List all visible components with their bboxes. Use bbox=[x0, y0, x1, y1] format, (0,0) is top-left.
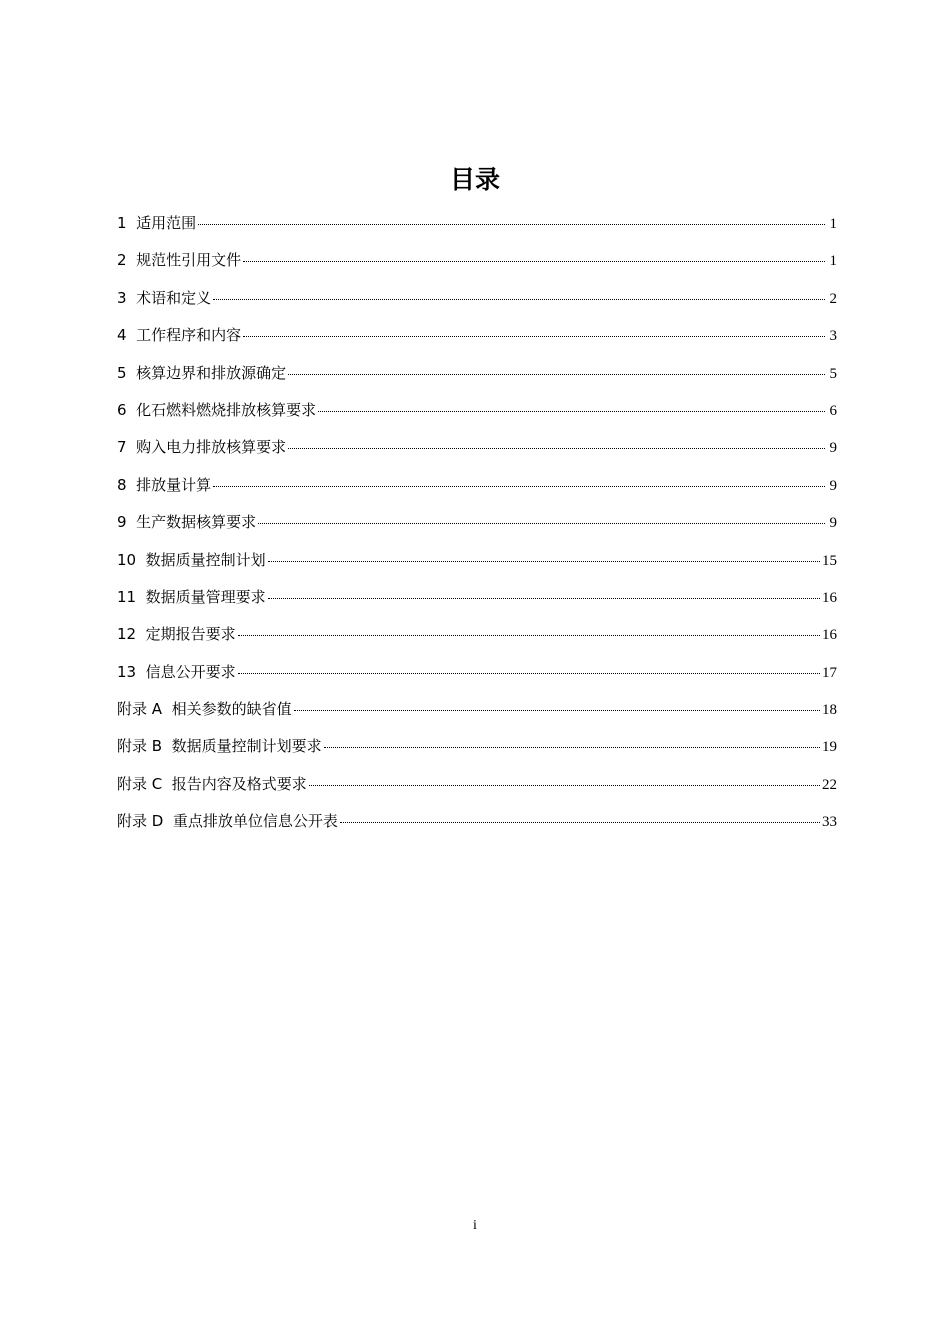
toc-dot-leader bbox=[309, 785, 820, 786]
toc-dot-leader bbox=[288, 374, 825, 375]
toc-entry[interactable] bbox=[117, 280, 837, 317]
toc-entry-label: 附录 A 相关参数的缺省值 bbox=[117, 700, 292, 719]
toc-entry[interactable] bbox=[117, 654, 837, 691]
toc-dot-leader bbox=[258, 523, 825, 524]
toc-dot-leader bbox=[213, 486, 825, 487]
page-title: 目录 bbox=[449, 165, 500, 194]
toc-dot-leader bbox=[268, 561, 820, 562]
toc-entry[interactable] bbox=[117, 691, 837, 728]
toc-entry-page: 2 bbox=[829, 290, 837, 307]
toc-entry[interactable] bbox=[117, 542, 837, 579]
toc-entry-label: 2 规范性引用文件 bbox=[117, 251, 242, 270]
toc-dot-leader bbox=[243, 336, 825, 337]
toc-entry[interactable] bbox=[117, 616, 837, 653]
toc-entry-label: 13 信息公开要求 bbox=[117, 662, 236, 681]
toc-entry-label: 1 适用范围 bbox=[117, 214, 197, 232]
toc-entry-label: 3 术语和定义 bbox=[117, 288, 212, 307]
toc-entry[interactable] bbox=[117, 504, 837, 541]
toc-dot-leader bbox=[340, 822, 820, 823]
toc-entry-page: 15 bbox=[822, 552, 837, 569]
toc-entry-page: 5 bbox=[829, 365, 837, 382]
toc-entry-label: 附录 B 数据质量控制计划要求 bbox=[117, 737, 322, 756]
toc-entry[interactable] bbox=[117, 429, 837, 466]
toc-entry-label: 10 数据质量控制计划 bbox=[117, 550, 266, 569]
toc-entry-label: 4 工作程序和内容 bbox=[117, 326, 242, 345]
toc-dot-leader bbox=[213, 299, 825, 300]
toc-dot-leader bbox=[324, 747, 820, 748]
toc-dot-leader bbox=[243, 261, 825, 262]
toc-entry-page: 9 bbox=[829, 477, 837, 494]
toc-entry-label: 11 数据质量管理要求 bbox=[117, 587, 266, 606]
toc-entry-label: 8 排放量计算 bbox=[117, 475, 212, 494]
toc-dot-leader bbox=[288, 448, 825, 449]
toc-entry-label: 7 购入电力排放核算要求 bbox=[117, 438, 287, 457]
toc-entry-page: 3 bbox=[829, 328, 837, 345]
toc-entry[interactable] bbox=[117, 392, 837, 429]
toc-entry-label: 9 生产数据核算要求 bbox=[117, 513, 257, 532]
toc-dot-leader bbox=[268, 598, 820, 599]
toc-entry[interactable] bbox=[117, 766, 837, 803]
toc-entry-page: 22 bbox=[822, 776, 837, 793]
toc-dot-leader bbox=[294, 710, 820, 711]
toc-entry[interactable] bbox=[117, 728, 837, 765]
page-number-footer: i bbox=[473, 1218, 477, 1233]
toc-dot-leader bbox=[198, 224, 825, 225]
toc-dot-leader bbox=[238, 635, 820, 636]
toc-dot-leader bbox=[318, 411, 825, 412]
toc-entry[interactable] bbox=[117, 317, 837, 354]
toc-entry-label: 5 核算边界和排放源确定 bbox=[117, 363, 287, 382]
toc-entry[interactable] bbox=[117, 242, 837, 279]
toc-entry-label: 附录 D 重点排放单位信息公开表 bbox=[117, 812, 338, 831]
toc-entry[interactable] bbox=[117, 803, 837, 840]
toc-entry-page: 1 bbox=[829, 253, 837, 270]
toc-entry-page: 17 bbox=[822, 664, 837, 681]
toc-dot-leader bbox=[238, 673, 820, 674]
toc-entry[interactable] bbox=[117, 579, 837, 616]
toc-entry-page: 9 bbox=[829, 515, 837, 532]
toc-entry-page: 1 bbox=[829, 216, 837, 232]
toc-entry[interactable] bbox=[117, 205, 837, 242]
toc-entry[interactable] bbox=[117, 467, 837, 504]
toc-entry-page: 33 bbox=[822, 814, 837, 831]
toc-entry-page: 16 bbox=[822, 627, 837, 644]
toc-entry-page: 18 bbox=[822, 702, 837, 719]
toc-entry-label: 12 定期报告要求 bbox=[117, 625, 236, 644]
toc-entry-page: 6 bbox=[829, 402, 837, 419]
toc-entry-page: 16 bbox=[822, 589, 837, 606]
toc-entry-page: 9 bbox=[829, 440, 837, 457]
toc-entry-page: 19 bbox=[822, 739, 837, 756]
table-of-contents bbox=[117, 205, 837, 841]
toc-entry-label: 附录 C 报告内容及格式要求 bbox=[117, 774, 307, 793]
toc-entry-label: 6 化石燃料燃烧排放核算要求 bbox=[117, 400, 317, 419]
toc-entry[interactable] bbox=[117, 355, 837, 392]
